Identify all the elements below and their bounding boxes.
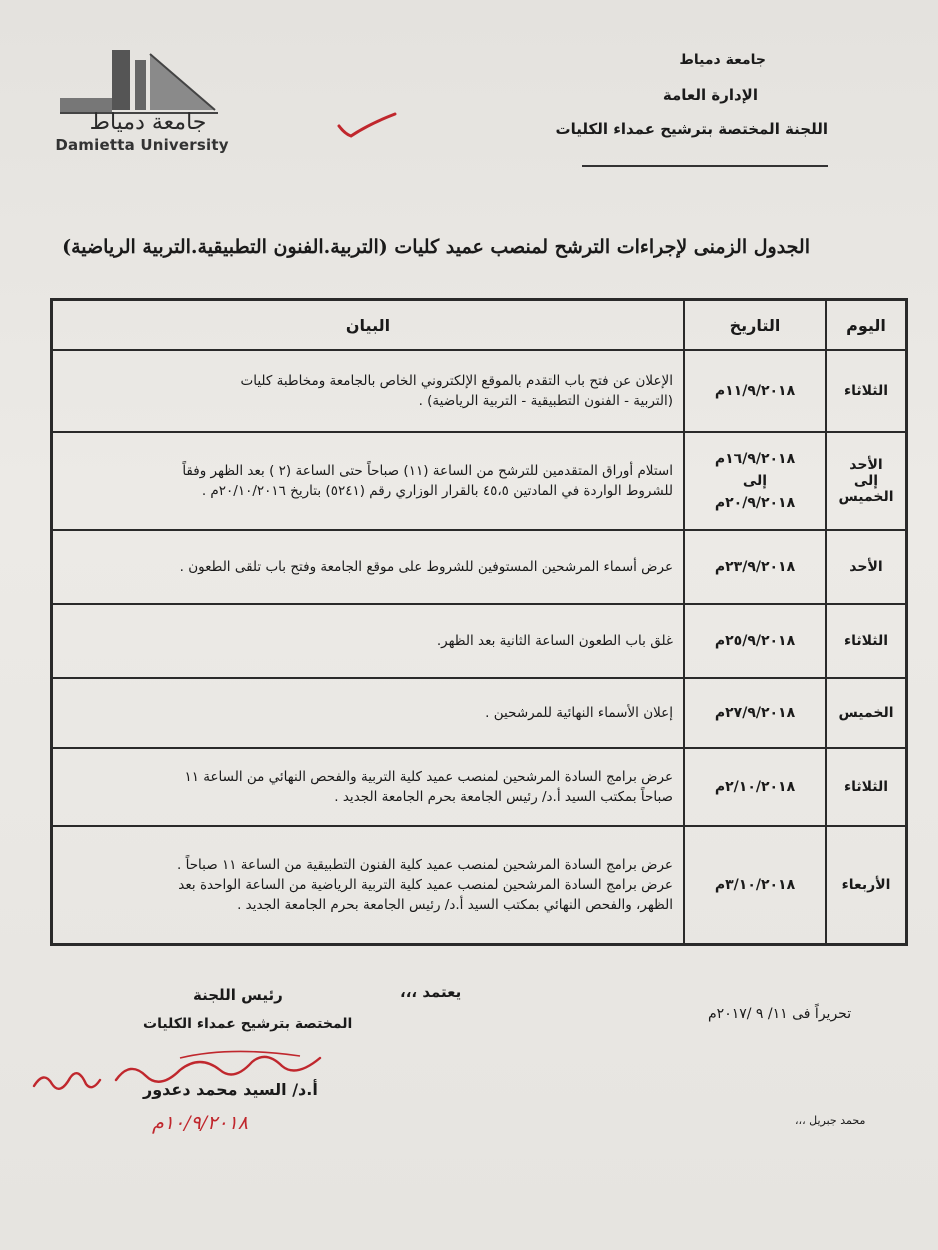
- logo-arabic-text: جامعة دمياط: [89, 110, 207, 135]
- chair-committee: المختصة بترشيح عمداء الكليات: [143, 1016, 353, 1032]
- header-university: جامعة دمياط: [679, 52, 766, 68]
- description-line: استلام أوراق المتقدمين للترشح من الساعة (١١) صباحاً حتى الساعة (٢ ) بعد الظهر وفقاً: [182, 463, 673, 479]
- description-line: إعلان الأسماء النهائية للمرشحين .: [485, 705, 673, 721]
- row-day: الثلاثاء: [826, 350, 907, 432]
- description-line: عرض أسماء المرشحين المستوفين للشروط على موقع الجامعة وفتح باب تلقى الطعون .: [179, 559, 673, 575]
- row-description: [52, 678, 685, 748]
- row-date: ١١/٩/٢٠١٨م: [684, 350, 826, 432]
- column-header-description: البيان: [52, 300, 685, 351]
- date-end: ٢٠/٩/٢٠١٨م: [714, 495, 796, 511]
- table-row: [52, 350, 907, 432]
- row-day: الأربعاء: [826, 826, 907, 944]
- row-date: ٢/١٠/٢٠١٨م: [684, 748, 826, 826]
- date-start: ١٦/٩/٢٠١٨م: [714, 451, 796, 467]
- table-row: [52, 748, 907, 826]
- table-row: [52, 826, 907, 944]
- row-day: الثلاثاء: [826, 604, 907, 678]
- description-line: صباحاً بمكتب السيد أ.د/ رئيس الجامعة بحرم الجامعة الجديد .: [334, 789, 673, 805]
- document-title: الجدول الزمنى لإجراءات الترشح لمنصب عميد كليات (التربية.الفنون التطبيقية.التربية الرياضية): [62, 236, 810, 258]
- table-row: [52, 678, 907, 748]
- red-checkmark-icon: [335, 112, 399, 142]
- row-date: ٢٧/٩/٢٠١٨م: [684, 678, 826, 748]
- row-description: [52, 432, 685, 530]
- row-date: ٣/١٠/٢٠١٨م: [684, 826, 826, 944]
- header-committee: اللجنة المختصة بترشيح عمداء الكليات: [555, 120, 828, 138]
- table-row: [52, 530, 907, 604]
- handwritten-signature: [30, 1040, 330, 1110]
- column-header-date: التاريخ: [684, 300, 826, 351]
- description-line: الظهر، والفحص النهائي بمكتب السيد أ.د/ رئيس الجامعة بحرم الجامعة الجديد .: [237, 896, 673, 913]
- table-row: [52, 432, 907, 530]
- header-divider: [582, 165, 828, 167]
- date-to: إلى: [742, 473, 768, 489]
- approval-label: يعتمد ،،،: [400, 983, 462, 1001]
- university-logo: [50, 40, 230, 160]
- logo-english-text: Damietta University: [55, 136, 229, 154]
- row-date: ٢٥/٩/٢٠١٨م: [684, 604, 826, 678]
- row-description: [52, 350, 685, 432]
- row-date: ٢٣/٩/٢٠١٨م: [684, 530, 826, 604]
- row-day: الأحد إلى الخميس: [826, 432, 907, 530]
- row-date-range: [684, 432, 826, 530]
- description-line: الإعلان عن فتح باب التقدم بالموقع الإلكتروني الخاص بالجامعة ومخاطبة كليات: [240, 373, 673, 389]
- written-date: تحريراً فى ١١/ ٩ /٢٠١٧م: [708, 1006, 852, 1022]
- row-day: الثلاثاء: [826, 748, 907, 826]
- chair-title: رئيس اللجنة: [193, 986, 283, 1004]
- table-row: [52, 604, 907, 678]
- description-line: (التربية - الفنون التطبيقية - التربية الرياضية) .: [418, 393, 673, 409]
- description-line: غلق باب الطعون الساعة الثانية بعد الظهر.: [436, 633, 673, 649]
- schedule-table: [50, 298, 908, 946]
- header-administration: الإدارة العامة: [662, 86, 758, 104]
- logo-mark-icon: [50, 40, 230, 120]
- table-header-row: [52, 300, 907, 351]
- row-description: [52, 530, 685, 604]
- description-line: عرض برامج السادة المرشحين لمنصب عميد كلية التربية والفحص النهائي من الساعة ١١: [184, 769, 673, 785]
- handwritten-date: ١٠/٩/٢٠١٨م: [152, 1112, 249, 1134]
- row-day: الخميس: [826, 678, 907, 748]
- chair-name: أ.د/ السيد محمد دعدور: [143, 1080, 318, 1099]
- description-line: للشروط الواردة في المادتين ٤٥،٥ بالقرار الوزاري رقم (٥٢٤١) بتاريخ ٢٠/١٠/٢٠١٦م .: [201, 483, 673, 499]
- description-line: عرض برامج السادة المرشحين لمنصب عميد كلية التربية الرياضية من الساعة الواحدة بعد: [178, 876, 673, 893]
- row-description: [52, 604, 685, 678]
- description-line: عرض برامج السادة المرشحين لمنصب عميد كلية الفنون التطبيقية من الساعة ١١ صباحاً .: [177, 856, 673, 873]
- row-day: الأحد: [826, 530, 907, 604]
- column-header-day: اليوم: [826, 300, 907, 351]
- drafter-name: محمد جبريل ،،،: [795, 1114, 866, 1127]
- row-description: [52, 826, 685, 944]
- row-description: [52, 748, 685, 826]
